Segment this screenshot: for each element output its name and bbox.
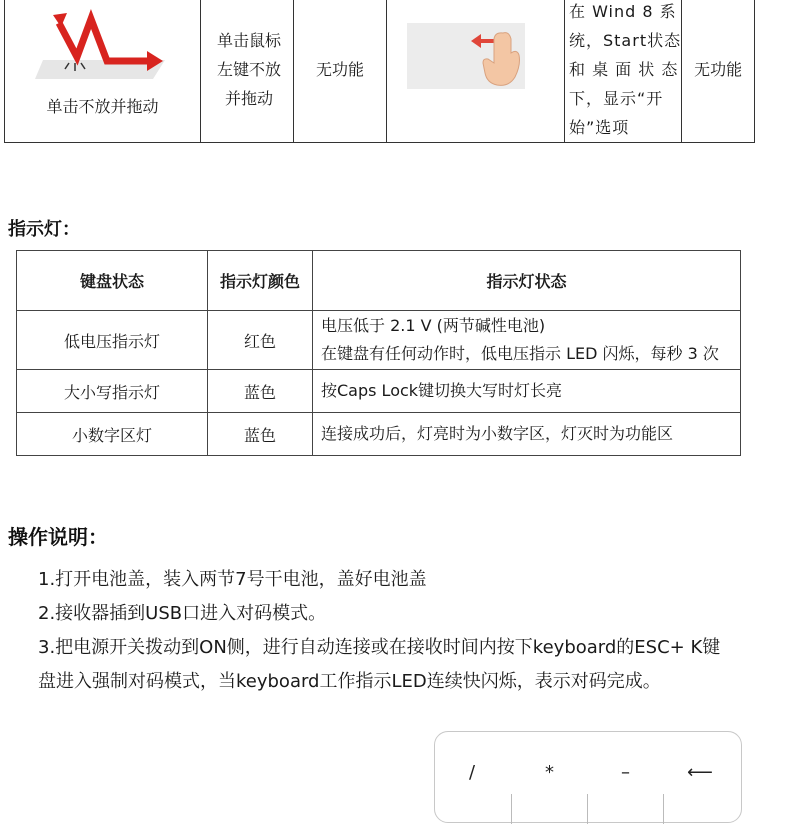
minus-key: – — [621, 762, 630, 783]
key-divider — [511, 794, 512, 824]
operation-step: 盘进入强制对码模式，当keyboard工作指示LED连续快闪烁，表示对码完成。 — [38, 671, 661, 692]
click-drag-zigzag-icon — [35, 5, 175, 85]
function-cell: 无功能 — [294, 0, 387, 143]
touch-description-cell — [565, 0, 682, 143]
table-row — [17, 311, 741, 370]
led-section-title: 指示灯： — [8, 219, 80, 240]
header-keyboard-state: 键盘状态 — [17, 251, 208, 311]
key-divider — [663, 794, 664, 824]
gesture-row — [5, 0, 755, 143]
slash-key: / — [469, 762, 476, 783]
mouse-action-line: 左键不放 — [216, 60, 281, 79]
led-status — [313, 370, 741, 413]
operation-step: 2.接收器插到USB口进入对码模式。 — [38, 603, 327, 624]
gesture-table — [4, 0, 755, 143]
table-row — [17, 413, 741, 456]
led-state: 小数字区灯 — [17, 413, 208, 456]
led-color: 红色 — [208, 311, 313, 370]
led-status-line: 按Caps Lock键切换大写时灯长亮 — [321, 381, 563, 400]
operation-step: 3.把电源开关拨动到ON侧，进行自动连接或在接收时间内按下keyboard的ESC+ K键 — [38, 637, 721, 658]
function-cell: 无功能 — [682, 0, 755, 143]
gesture-caption: 单击不放并拖动 — [46, 97, 159, 116]
operation-step: 1.打开电池盖，装入两节7号干电池，盖好电池盖 — [38, 569, 427, 590]
header-led-status: 指示灯状态 — [313, 251, 741, 311]
gesture-illustration-cell — [5, 0, 201, 143]
backspace-key: ⟵ — [687, 762, 713, 783]
led-color: 蓝色 — [208, 370, 313, 413]
header-led-color: 指示灯颜色 — [208, 251, 313, 311]
touch-description-line: 始”选项 — [569, 118, 630, 137]
asterisk-key: * — [545, 762, 554, 783]
led-state: 低电压指示灯 — [17, 311, 208, 370]
numeric-keypad — [434, 731, 742, 823]
led-status-line: 在键盘有任何动作时，低电压指示 LED 闪烁，每秒 3 次 — [321, 344, 719, 363]
led-table — [16, 250, 741, 456]
led-table-header — [17, 251, 741, 311]
led-status — [313, 413, 741, 456]
mouse-action-line: 单击鼠标 — [216, 31, 281, 50]
touch-illustration-cell — [387, 0, 565, 143]
key-divider — [587, 794, 588, 824]
operation-section-title: 操作说明： — [8, 525, 108, 549]
touch-description-line: 统，Start状态 — [569, 31, 682, 50]
touch-description-line: 和 桌 面 状 态 — [569, 60, 679, 79]
mouse-action-cell — [201, 0, 294, 143]
led-status-line: 连接成功后，灯亮时为小数字区，灯灭时为功能区 — [321, 424, 674, 443]
table-row — [17, 370, 741, 413]
led-status — [313, 311, 741, 370]
led-status-line: 电压低于 2.1 V (两节碱性电池) — [321, 316, 546, 335]
swipe-left-hand-icon — [407, 19, 527, 91]
led-state: 大小写指示灯 — [17, 370, 208, 413]
touch-description-line: 在 Wind 8 系 — [569, 2, 677, 21]
led-color: 蓝色 — [208, 413, 313, 456]
mouse-action-line: 并拖动 — [224, 89, 273, 108]
touch-description-line: 下，显示“开 — [569, 89, 664, 108]
